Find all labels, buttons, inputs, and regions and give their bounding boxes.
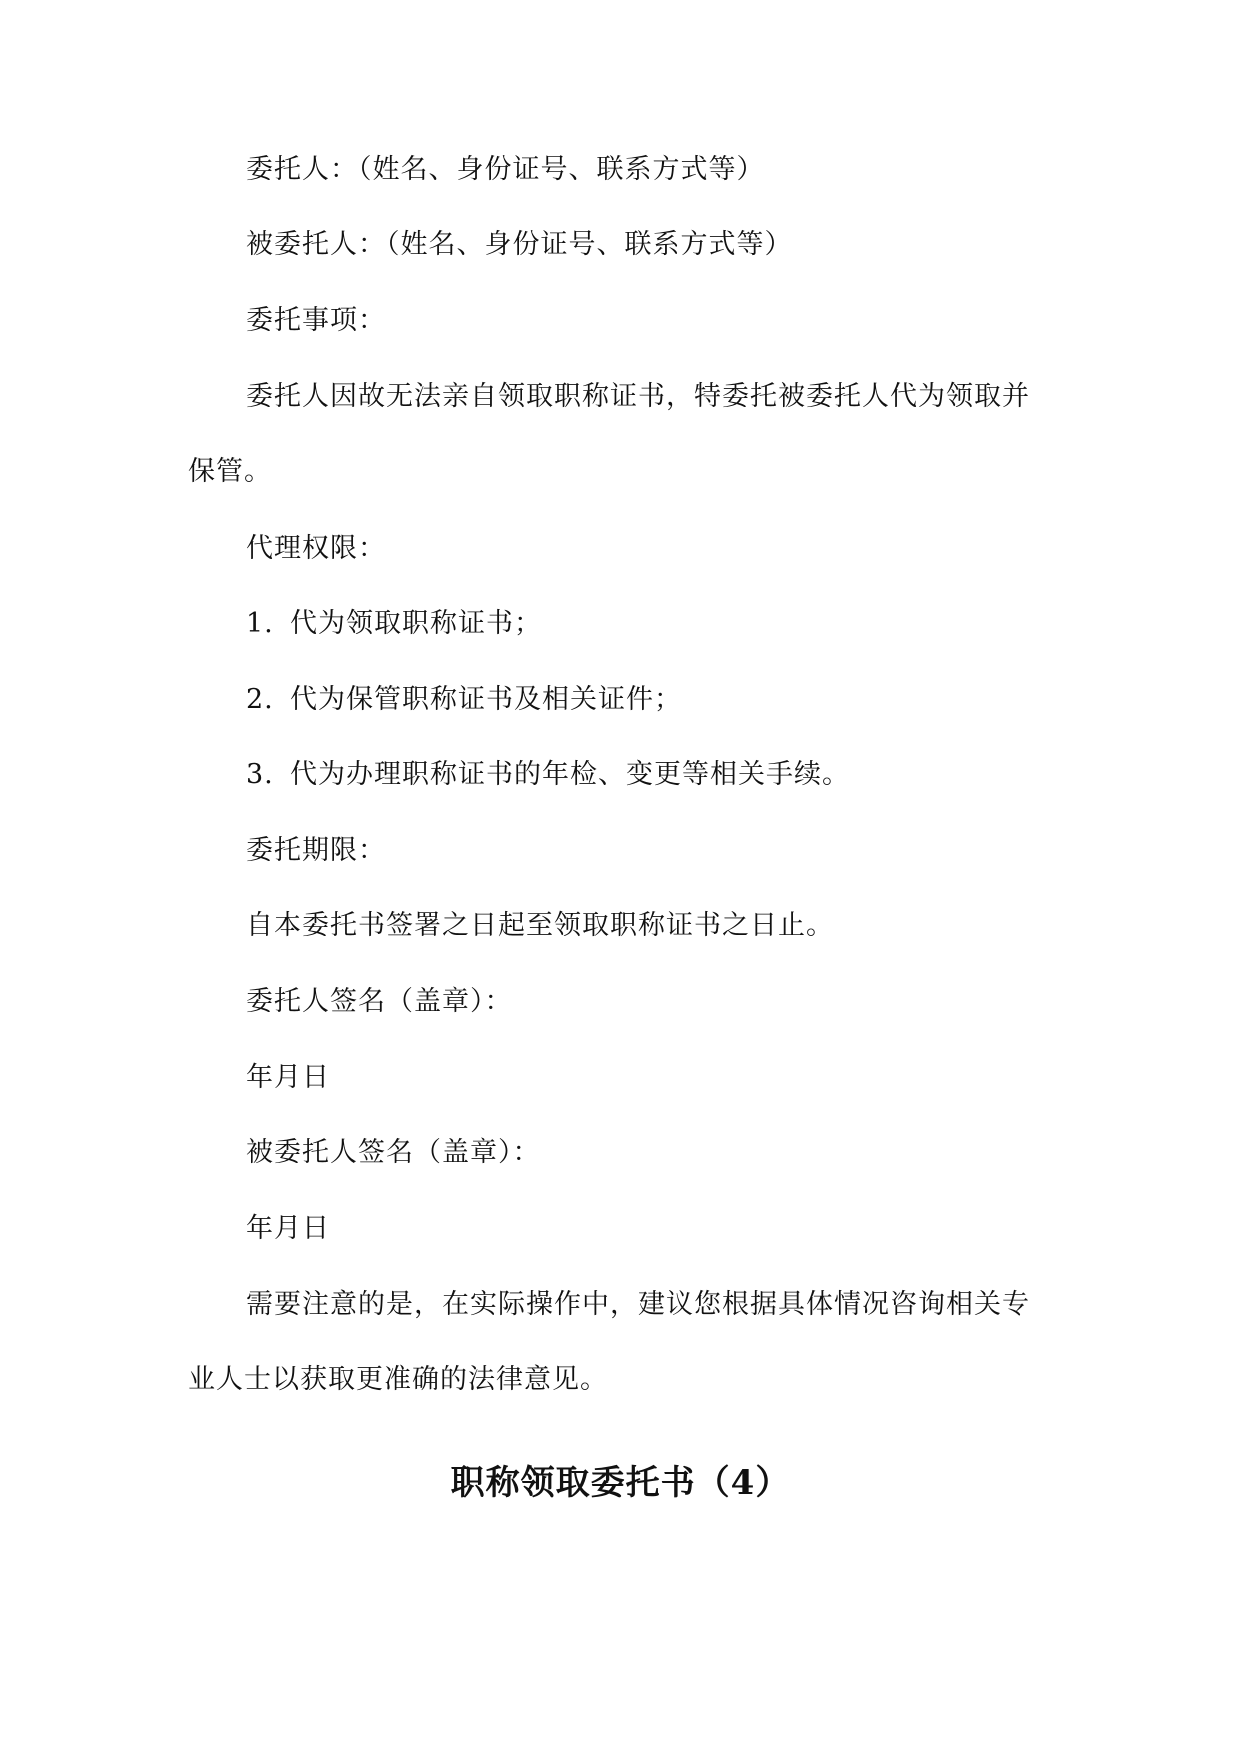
authority-item-text: 代为保管职称证书及相关证件； xyxy=(290,684,682,715)
authority-item-number: 2. xyxy=(246,684,274,715)
authority-item xyxy=(246,683,682,717)
matters-label: 委托事项： xyxy=(246,305,386,336)
term-text: 自本委托书签署之日起至领取职称证书之日止。 xyxy=(246,910,834,941)
authority-item xyxy=(246,758,850,792)
agent-signature: 被委托人签名（盖章）： xyxy=(246,1137,541,1168)
principal-date: 年月日 xyxy=(246,1062,330,1093)
authority-item xyxy=(246,607,542,641)
authority-item-text: 代为办理职称证书的年检、变更等相关手续。 xyxy=(290,759,850,790)
principal-line: 委托人：（姓名、身份证号、联系方式等） xyxy=(246,154,765,185)
section-title: 职称领取委托书（4） xyxy=(450,1463,791,1503)
note-line2: 业人士以获取更准确的法律意见。 xyxy=(188,1364,608,1395)
matters-text-line1: 委托人因故无法亲自领取职称证书，特委托被委托人代为领取并 xyxy=(246,381,1030,412)
note-line1: 需要注意的是，在实际操作中，建议您根据具体情况咨询相关专 xyxy=(246,1289,1030,1320)
authority-item-number: 3. xyxy=(246,759,274,790)
matters-text-line2: 保管。 xyxy=(188,456,272,487)
term-label: 委托期限： xyxy=(246,835,386,866)
agent-line: 被委托人：（姓名、身份证号、联系方式等） xyxy=(246,229,793,260)
agent-date: 年月日 xyxy=(246,1213,330,1244)
principal-signature: 委托人签名（盖章）： xyxy=(246,986,513,1017)
authority-item-text: 代为领取职称证书； xyxy=(290,608,542,639)
authority-item-number: 1. xyxy=(246,608,274,639)
authority-label: 代理权限： xyxy=(246,533,386,564)
